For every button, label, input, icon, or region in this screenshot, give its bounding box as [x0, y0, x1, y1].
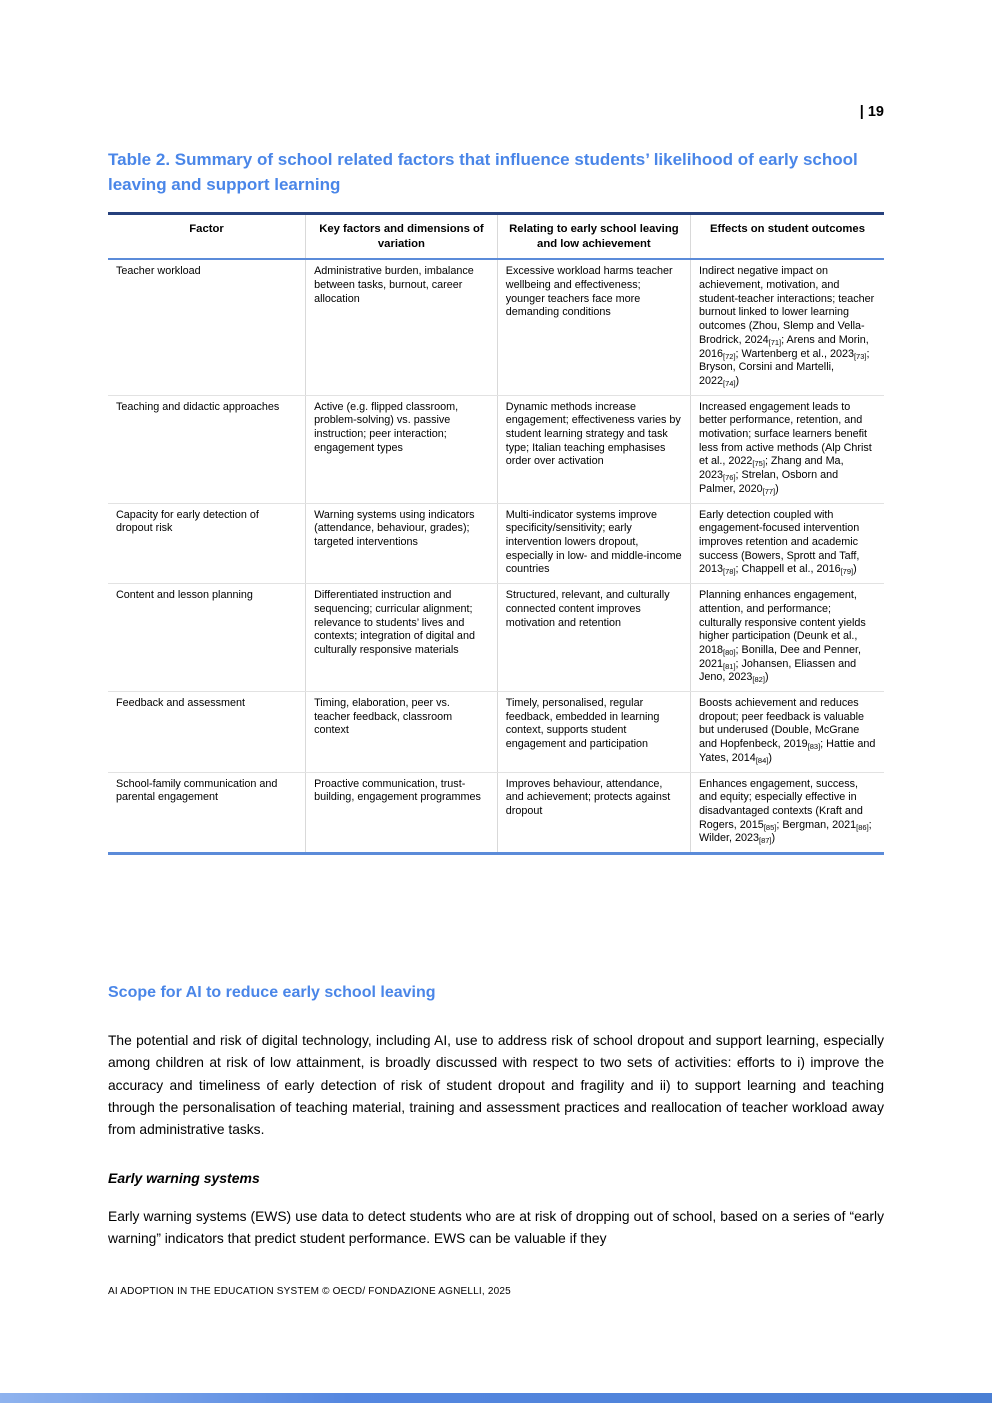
column-header-factor: Factor — [189, 223, 224, 235]
summary-table — [108, 212, 884, 855]
cell-key-factors: Proactive communication, trust-building, engagement programmes — [305, 773, 497, 853]
cell-effects: Boosts achievement and reduces dropout; peer feedback is valuable but underused (Double, McGrane and Hopfenbeck, $2019_{[83]}$; Hattie and Yates, $2014_{[84]}$) — [690, 692, 884, 772]
table-row — [108, 773, 884, 853]
cell-effects: Planning enhances engagement, attention, and performance; culturally responsive content yields higher participation (Deunk et al., $2018_{[80]}$; Bonilla, Dee and Penner, $2021_{[81]}$; Johansen, Eliassen and Jeno, $2023_{[82]}$) — [690, 584, 884, 691]
cell-factor: School-family communication and parental engagement — [116, 777, 278, 804]
cell-relating: Improves behaviour, attendance, and achievement; protects against dropout — [497, 773, 690, 853]
cell-effects: Early detection coupled with engagement-focused intervention improves retention and academic success (Bowers, Sprott and Taff, $2013_{[78]}$; Chappell et al., $2016_{[79]}$) — [690, 504, 884, 584]
cell-key-factors: Differentiated instruction and sequencing; curricular alignment; relevance to students’ lives and contexts; integration of digital and culturally responsive materials — [305, 584, 497, 691]
lower-section — [108, 984, 884, 1250]
cell-factor: Capacity for early detection of dropout risk — [116, 508, 259, 535]
column-header-effects: Effects on student outcomes — [690, 215, 884, 258]
column-header-relating: Relating to early school leaving and low achievement — [497, 215, 690, 258]
cell-factor: Teaching and didactic approaches — [116, 400, 280, 413]
table-title: Table 2. Summary of school related factors that influence students’ likelihood of early school leaving and support learning — [108, 150, 858, 194]
cell-relating: Dynamic methods increase engagement; effectiveness varies by student learning strategy and task type; Italian teaching emphasises order over activation — [497, 396, 690, 503]
cell-effects: Increased engagement leads to better performance, retention, and motivation; surface learners benefit less from active methods (Alp Christ et al., $2022_{[75]}$; Zhang and Ma, $2023_{[76]}$; Strelan, Osborn and Palmer, $2020_{[77]}$) — [690, 396, 884, 503]
cell-effects: Indirect negative impact on achievement, motivation, and student-teacher interactions; teacher burnout linked to lower learning outcomes (Zhou, Slemp and Vella-Brodrick, $2024_{[71]}$; Arens and Morin, $2016_{[72]}$; Wartenberg et al., $2023_{[73]}$; Bryson, Corsini and Martelli, $2022_{[74]}$) — [690, 260, 884, 394]
column-header-key-factors: Key factors and dimensions of variation — [305, 215, 497, 258]
table-row — [108, 584, 884, 692]
cell-factor: Content and lesson planning — [116, 589, 253, 602]
cell-effects: Enhances engagement, success, and equity; especially effective in disadvantaged contexts (Kraft and Rogers, $2015_{[85]}$; Bergman, $2021_{[86]}$; Wilder, $2023_{[87]}$) — [690, 773, 884, 853]
table-row — [108, 692, 884, 773]
subsection-heading: Early warning systems — [108, 1169, 260, 1186]
cell-key-factors: Active (e.g. flipped classroom, problem-solving) vs. passive instruction; peer interaction; engagement types — [305, 396, 497, 503]
cell-relating: Multi-indicator systems improve specificity/sensitivity; early intervention lowers dropout, especially in low- and middle-income countries — [497, 504, 690, 584]
cell-key-factors: Warning systems using indicators (attendance, behaviour, grades); targeted interventions — [305, 504, 497, 584]
cell-relating: Excessive workload harms teacher wellbeing and effectiveness; younger teachers face more demanding conditions — [497, 260, 690, 394]
footer-text: AI ADOPTION IN THE EDUCATION SYSTEM © OECD/ FONDAZIONE AGNELLI, 2025 — [108, 1286, 511, 1297]
cell-factor: Feedback and assessment — [116, 697, 246, 710]
cell-factor: Teacher workload — [116, 265, 201, 278]
page-number: | 19 — [859, 104, 884, 120]
bottom-accent-bar — [0, 1393, 992, 1403]
cell-key-factors: Timing, elaboration, peer vs. teacher feedback, classroom context — [305, 692, 497, 772]
table-header-row — [108, 215, 884, 260]
table-row — [108, 260, 884, 395]
cell-relating: Timely, personalised, regular feedback, embedded in learning context, supports student engagement and participation — [497, 692, 690, 772]
body-paragraph: The potential and risk of digital technology, including AI, use to address risk of school dropout and support learning, especially among children at risk of low attainment, is broadly discussed with respect to two sets of activities: efforts to i) improve the accuracy and timeliness of early detection of risk of student dropout and fragility and ii) to support learning and teaching through the personalisation of teaching material, training and assessment practices and reallocation of teacher workload away from administrative tasks. — [108, 1033, 884, 1138]
section-heading: Scope for AI to reduce early school leaving — [108, 984, 436, 1001]
table-row — [108, 504, 884, 585]
cell-relating: Structured, relevant, and culturally connected content improves motivation and retention — [497, 584, 690, 691]
table-row — [108, 396, 884, 504]
body-paragraph-2: Early warning systems (EWS) use data to detect students who are at risk of dropping out of school, based on a series of “early warning” indicators that predict student performance. EWS can be valuable if they — [108, 1208, 884, 1247]
cell-key-factors: Administrative burden, imbalance between tasks, burnout, career allocation — [305, 260, 497, 394]
